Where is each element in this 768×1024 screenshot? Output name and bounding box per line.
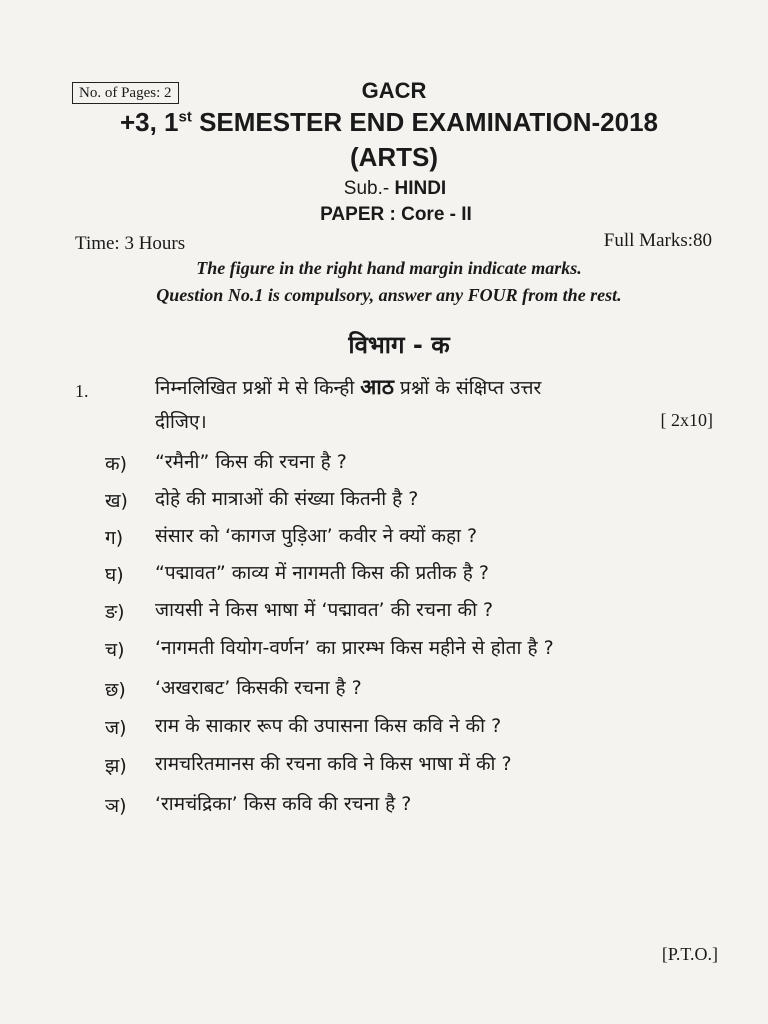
- question-text-bold: आठ: [360, 375, 394, 399]
- exam-superscript: st: [178, 108, 192, 126]
- sub-question-label: ख): [105, 490, 128, 512]
- question-text-line-1: [155, 373, 541, 401]
- sub-question-text: “रमैनी” किस की रचना है ?: [155, 451, 347, 473]
- sub-question-text: जायसी ने किस भाषा में ‘पद्मावत’ की रचना की ?: [155, 599, 494, 621]
- please-turn-over: [P.T.O.]: [661, 944, 718, 964]
- question-number: 1.: [75, 381, 89, 401]
- question-text-a: निम्नलिखित प्रश्नों मे से किन्ही: [155, 377, 361, 399]
- sub-question-text: दोहे की मात्राओं की संख्या कितनी है ?: [155, 488, 419, 510]
- sub-question-label: ङ): [105, 601, 125, 623]
- exam-prefix: +3, 1: [119, 107, 179, 137]
- sub-question-label: ञ): [105, 795, 127, 817]
- exam-suffix: SEMESTER END EXAMINATION-2018: [191, 107, 659, 137]
- full-marks: Full Marks:80: [603, 230, 712, 251]
- sub-question-text: ‘रामचंद्रिका’ किस कवि की रचना है ?: [155, 793, 412, 815]
- sub-question-label: क): [105, 453, 128, 475]
- sub-question-label: ग): [105, 527, 124, 549]
- sub-question-label: घ): [105, 564, 124, 586]
- sub-question-label: छ): [105, 679, 126, 701]
- section-title: विभाग - क: [348, 331, 450, 359]
- time-allowed: Time: 3 Hours: [75, 233, 186, 254]
- sub-question-text: ‘अखराबट’ किसकी रचना है ?: [155, 677, 362, 699]
- stream-title: (ARTS): [349, 142, 439, 172]
- subject-line: [0, 178, 768, 200]
- sub-question-text: ‘नागमती वियोग-वर्णन’ का प्रारम्भ किस महीने से होता है ?: [155, 637, 554, 659]
- pages-count-box: No. of Pages: 2: [72, 82, 179, 104]
- instruction-compulsory: Question No.1 is compulsory, answer any FOUR from the rest.: [156, 285, 622, 305]
- sub-question-text: “पद्मावत” काव्य में नागमती किस की प्रतीक है ?: [155, 562, 489, 584]
- sub-question-label: झ): [105, 755, 127, 777]
- sub-question-label: ज): [105, 717, 127, 739]
- sub-question-text: राम के साकार रूप की उपासना किस कवि ने की ?: [155, 715, 502, 737]
- question-text-line-2: दीजिए।: [155, 411, 207, 433]
- sub-question-label: च): [105, 639, 125, 661]
- question-text-b: प्रश्नों के संक्षिप्त उत्तर: [393, 377, 542, 399]
- exam-title: [0, 107, 768, 138]
- instruction-marks: The figure in the right hand margin indicate marks.: [196, 258, 582, 278]
- college-code: GACR: [361, 78, 427, 103]
- subject-label: Sub.-: [343, 178, 395, 199]
- subject-name: HINDI: [394, 178, 447, 199]
- paper-title: PAPER : Core - II: [320, 204, 472, 225]
- question-marks: [ 2x10]: [660, 410, 713, 430]
- sub-question-text: रामचरितमानस की रचना कवि ने किस भाषा में की ?: [155, 753, 512, 775]
- sub-question-text: संसार को ‘कागज पुड़िआ’ कवीर ने क्यों कहा ?: [155, 525, 478, 547]
